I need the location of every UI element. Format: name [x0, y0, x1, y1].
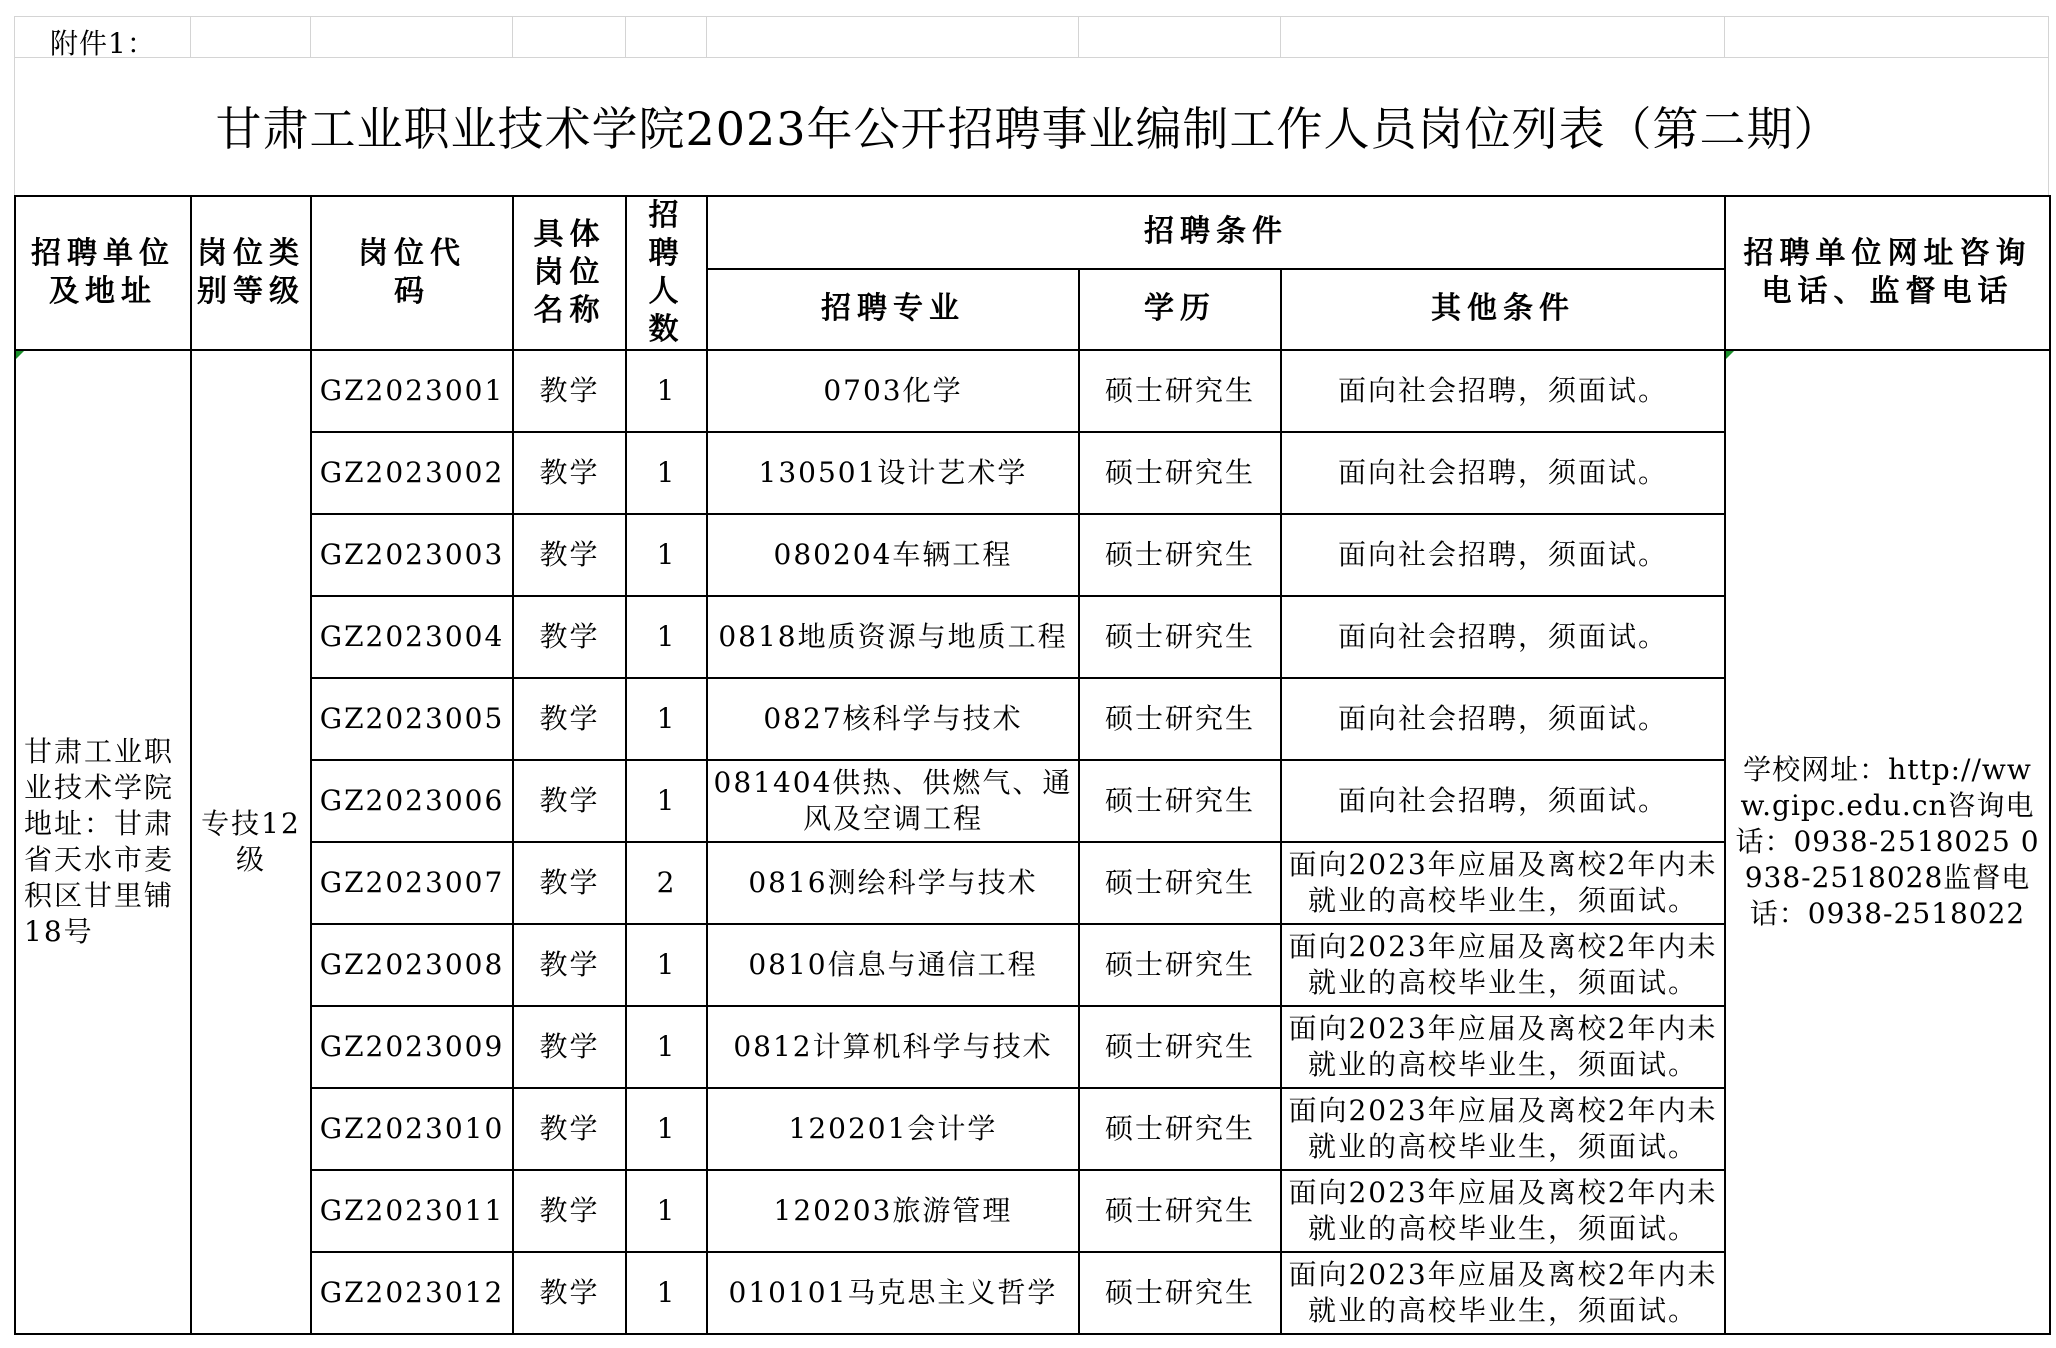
- contact-info-cell: 学校网址：http://www.gipc.edu.cn咨询电话：0938-2518025 0938-2518028监督电话：0938-2518022: [1725, 350, 2050, 1334]
- education-cell: 硕士研究生: [1079, 432, 1281, 514]
- code-cell: GZ2023006: [311, 760, 513, 842]
- grid-line: [310, 16, 311, 57]
- header-code: 岗位代码: [311, 196, 513, 350]
- position-name-cell: 教学: [513, 432, 626, 514]
- category-cell: 专技12级: [191, 350, 311, 1334]
- position-name-cell: 教学: [513, 1170, 626, 1252]
- major-cell: 010101马克思主义哲学: [707, 1252, 1079, 1334]
- position-name-cell: 教学: [513, 596, 626, 678]
- header-count: 招聘人数: [626, 196, 707, 350]
- position-name-cell: 教学: [513, 760, 626, 842]
- cell-comment-marker: [16, 351, 24, 359]
- positions-table: [14, 195, 2051, 1335]
- major-cell: 120203旅游管理: [707, 1170, 1079, 1252]
- count-cell: 1: [626, 1088, 707, 1170]
- position-name-cell: 教学: [513, 1252, 626, 1334]
- code-cell: GZ2023007: [311, 842, 513, 924]
- attachment-label: 附件1：: [50, 27, 156, 60]
- grid-line: [1280, 16, 1281, 57]
- education-cell: 硕士研究生: [1079, 1006, 1281, 1088]
- header-other: 其他条件: [1281, 269, 1725, 350]
- count-cell: 1: [626, 760, 707, 842]
- major-cell: 0703化学: [707, 350, 1079, 432]
- count-cell: 1: [626, 596, 707, 678]
- major-cell: 0827核科学与技术: [707, 678, 1079, 760]
- other-conditions-cell: 面向2023年应届及离校2年内未就业的高校毕业生，须面试。: [1281, 1170, 1725, 1252]
- grid-line: [706, 16, 707, 57]
- other-conditions-cell: 面向2023年应届及离校2年内未就业的高校毕业生，须面试。: [1281, 1006, 1725, 1088]
- major-cell: 0812计算机科学与技术: [707, 1006, 1079, 1088]
- code-cell: GZ2023003: [311, 514, 513, 596]
- major-cell: 080204车辆工程: [707, 514, 1079, 596]
- education-cell: 硕士研究生: [1079, 842, 1281, 924]
- grid-line: [1724, 16, 1725, 57]
- other-conditions-cell: 面向社会招聘，须面试。: [1281, 760, 1725, 842]
- count-cell: 1: [626, 924, 707, 1006]
- grid-line: [512, 16, 513, 57]
- other-conditions-cell: 面向社会招聘，须面试。: [1281, 350, 1725, 432]
- code-cell: GZ2023010: [311, 1088, 513, 1170]
- major-cell: 130501设计艺术学: [707, 432, 1079, 514]
- grid-line: [1078, 16, 1079, 57]
- other-conditions-cell: 面向社会招聘，须面试。: [1281, 596, 1725, 678]
- grid-line: [625, 16, 626, 57]
- education-cell: 硕士研究生: [1079, 1088, 1281, 1170]
- education-cell: 硕士研究生: [1079, 924, 1281, 1006]
- position-name-cell: 教学: [513, 1088, 626, 1170]
- code-cell: GZ2023001: [311, 350, 513, 432]
- major-cell: 0810信息与通信工程: [707, 924, 1079, 1006]
- position-name-cell: 教学: [513, 924, 626, 1006]
- page-title: 甘肃工业职业技术学院2023年公开招聘事业编制工作人员岗位列表（第二期）: [215, 102, 1841, 156]
- table-body: [15, 350, 2050, 1334]
- grid-line: [14, 16, 15, 196]
- major-cell: 0816测绘科学与技术: [707, 842, 1079, 924]
- education-cell: 硕士研究生: [1079, 1170, 1281, 1252]
- count-cell: 1: [626, 350, 707, 432]
- code-cell: GZ2023004: [311, 596, 513, 678]
- code-cell: GZ2023002: [311, 432, 513, 514]
- header-conditions: 招聘条件: [707, 196, 1725, 269]
- position-name-cell: 教学: [513, 1006, 626, 1088]
- count-cell: 1: [626, 1252, 707, 1334]
- count-cell: 1: [626, 514, 707, 596]
- position-name-cell: 教学: [513, 514, 626, 596]
- table-row: [15, 350, 2050, 432]
- grid-line: [2048, 16, 2049, 196]
- header-education: 学历: [1079, 269, 1281, 350]
- header-unit: 招聘单位及地址: [15, 196, 191, 350]
- grid-line: [14, 16, 2049, 17]
- education-cell: 硕士研究生: [1079, 596, 1281, 678]
- other-conditions-cell: 面向2023年应届及离校2年内未就业的高校毕业生，须面试。: [1281, 1088, 1725, 1170]
- other-conditions-cell: 面向2023年应届及离校2年内未就业的高校毕业生，须面试。: [1281, 842, 1725, 924]
- position-name-cell: 教学: [513, 350, 626, 432]
- major-cell: 120201会计学: [707, 1088, 1079, 1170]
- code-cell: GZ2023011: [311, 1170, 513, 1252]
- other-conditions-cell: 面向社会招聘，须面试。: [1281, 514, 1725, 596]
- header-category: 岗位类别等级: [191, 196, 311, 350]
- unit-address-cell: 甘肃工业职业技术学院地址：甘肃省天水市麦积区甘里铺18号: [15, 350, 191, 1334]
- count-cell: 1: [626, 1170, 707, 1252]
- code-cell: GZ2023012: [311, 1252, 513, 1334]
- other-conditions-cell: 面向社会招聘，须面试。: [1281, 432, 1725, 514]
- cell-comment-marker: [1726, 351, 1734, 359]
- count-cell: 1: [626, 1006, 707, 1088]
- education-cell: 硕士研究生: [1079, 678, 1281, 760]
- education-cell: 硕士研究生: [1079, 350, 1281, 432]
- education-cell: 硕士研究生: [1079, 760, 1281, 842]
- count-cell: 1: [626, 678, 707, 760]
- major-cell: 0818地质资源与地质工程: [707, 596, 1079, 678]
- header-contact: 招聘单位网址咨询电话、监督电话: [1725, 196, 2050, 350]
- count-cell: 1: [626, 432, 707, 514]
- code-cell: GZ2023008: [311, 924, 513, 1006]
- other-conditions-cell: 面向社会招聘，须面试。: [1281, 678, 1725, 760]
- count-cell: 2: [626, 842, 707, 924]
- header-position-name: 具体岗位名称: [513, 196, 626, 350]
- other-conditions-cell: 面向2023年应届及离校2年内未就业的高校毕业生，须面试。: [1281, 924, 1725, 1006]
- other-conditions-cell: 面向2023年应届及离校2年内未就业的高校毕业生，须面试。: [1281, 1252, 1725, 1334]
- header-major: 招聘专业: [707, 269, 1079, 350]
- grid-line: [190, 16, 191, 57]
- education-cell: 硕士研究生: [1079, 1252, 1281, 1334]
- code-cell: GZ2023009: [311, 1006, 513, 1088]
- table-header-row: [15, 196, 2050, 269]
- education-cell: 硕士研究生: [1079, 514, 1281, 596]
- position-name-cell: 教学: [513, 678, 626, 760]
- code-cell: GZ2023005: [311, 678, 513, 760]
- position-name-cell: 教学: [513, 842, 626, 924]
- major-cell: 081404供热、供燃气、通风及空调工程: [707, 760, 1079, 842]
